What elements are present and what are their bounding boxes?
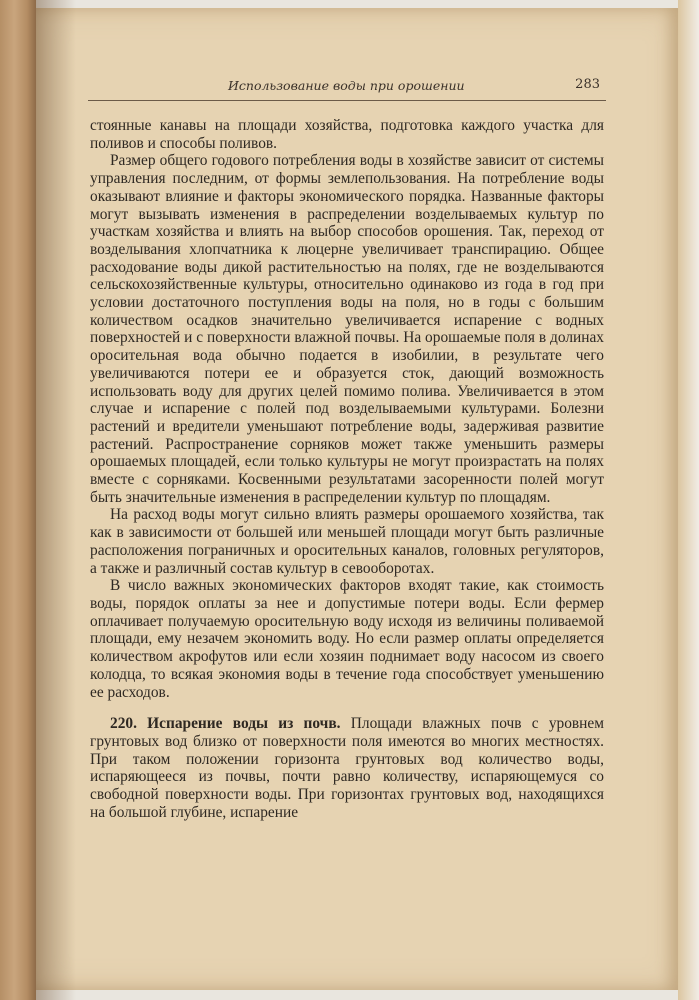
page-right-edge <box>678 0 699 1000</box>
gutter-shadow <box>36 0 76 1000</box>
paragraph: На расход воды могут сильно влиять размеры орошаемого хозяйства, так как в зависимости от большей или меньшей площади могут быть различные расположения пограничных и оросительных каналов, головных регуляторов, а также и различный состав культур в севооборотах. <box>90 506 604 577</box>
book-spine-edge <box>0 0 36 1000</box>
paragraph: Размер общего годового потребления воды в хозяйстве зависит от системы управления последним, от формы землепользования. На потребление воды оказывают влияние и факторы экономического порядка. Названные факторы могут вызывать изменения в распределении возделываемых культур по участкам хозяйства и влиять на выбор способов орошения. Так, переход от возделывания хлопчатника к люцерне увеличивает транспирацию. Общее расходование воды дикой растительностью на полях, где не возделываются сельскохозяйственные культуры, относительно одинаково из года в год при условии достаточного поступления воды на поля, но в годы с большим количеством осадков значительно увеличивается испарение с водных поверхностей и с поверхности влажной почвы. На орошаемые поля в долинах оросительная вода обычно подается в изобилии, в результате чего увеличиваются потери ее и образуется сток, дающий возможность использовать воду для других целей помимо полива. Увеличивается в этом случае и испарение с полей под возделываемыми культурами. Болезни растений и вредители уменьшают потребление воды, задерживая развитие растений. Распространение сорняков может также уменьшить размеры орошаемых площадей, если только культуры не могут произрастать на полях вместе с сорняками. Косвенными результатами засоренности полей могут быть значительные изменения в распределении культур по площадям. <box>90 152 604 506</box>
header-rule <box>88 100 606 101</box>
paragraph-continued: стоянные канавы на площади хозяйства, подготовка каждого участка для поливов и способы поливов. <box>90 117 604 152</box>
section-heading: 220. Испарение воды из почв. <box>110 715 341 733</box>
section-paragraph <box>90 715 604 821</box>
paragraph: В число важных экономических факторов входят такие, как стоимость воды, порядок оплаты за нее и допустимые потери воды. Если фермер оплачивает получаемую оросительную воду исходя из величины поливаемой площади, ему незачем экономить воду. Но если размер оплаты определяется количеством акрофутов или если хозяин поднимает воду насосом из своего колодца, то всякая экономия воды в течение года способствует уменьшению ее расходов. <box>90 577 604 701</box>
page-number: 283 <box>575 77 600 92</box>
body-text <box>90 117 604 821</box>
running-title: Использование воды при орошении <box>228 78 465 93</box>
running-header <box>88 76 606 100</box>
section-text: Площади влажных почв с уровнем грунтовых вод близко от поверхности поля имеются во многих местностях. При таком положении горизонта грунтовых вод количество воды, испаряющееся из почвы, почти равно количеству, испаряющемуся со свободной поверхности воды. При горизонтах грунтовых вод, находящихся на большой глубине, испарение <box>90 715 604 821</box>
